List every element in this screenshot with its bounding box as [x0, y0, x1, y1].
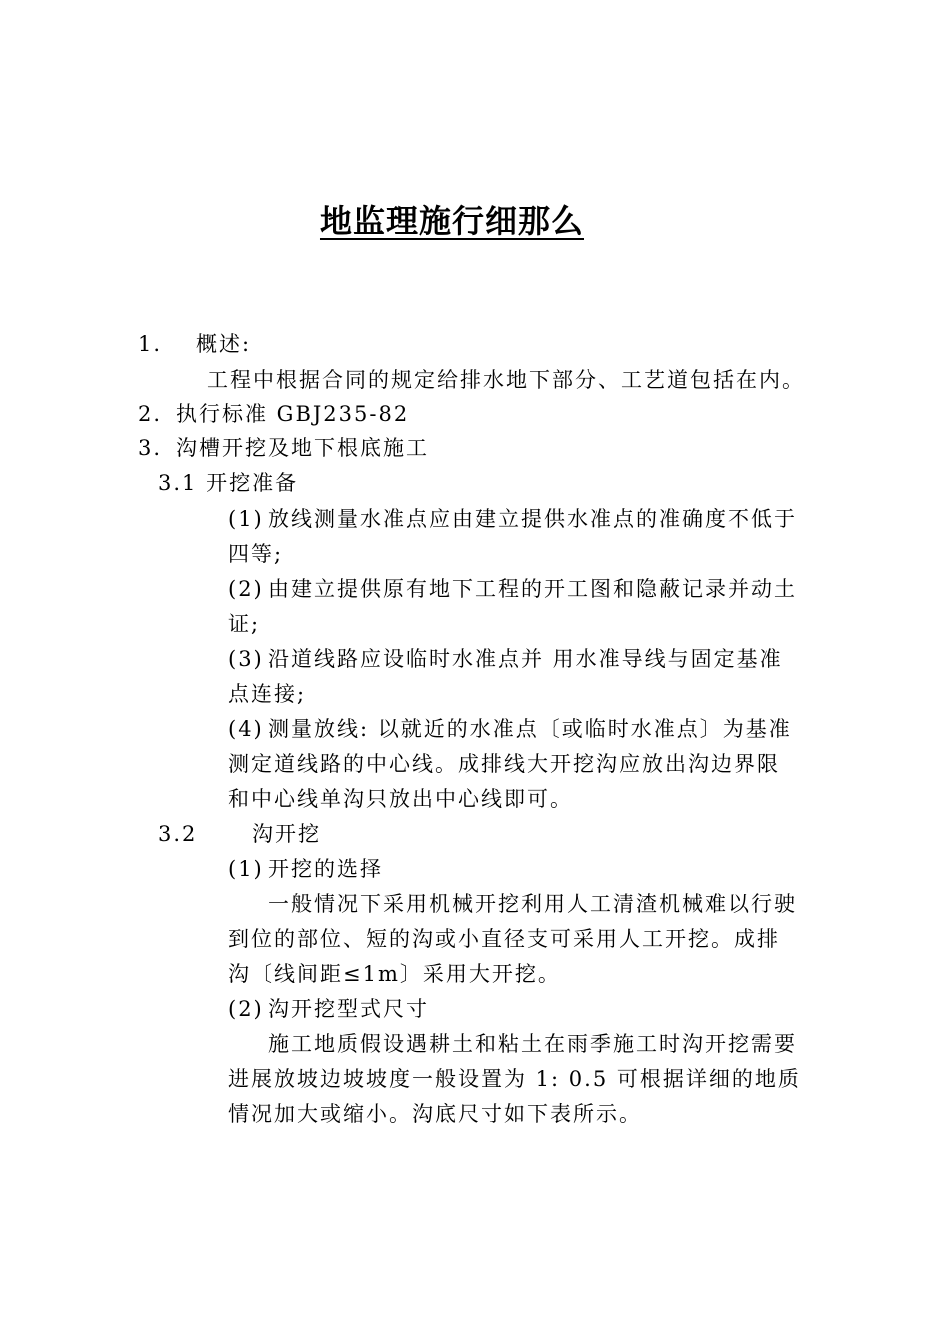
item-continuation: 点连接; [228, 682, 307, 706]
item-text: 由建立提供原有地下工程的开工图和隐蔽记录并动土 [268, 577, 797, 601]
item-number: (1) [228, 507, 264, 531]
section-number: 2. [138, 402, 163, 426]
item-number: (1) [228, 857, 264, 881]
subsection-heading: 沟开挖 [252, 822, 321, 846]
item-number: (2) [228, 997, 264, 1021]
paragraph-line: 施工地质假设遇耕土和粘土在雨季施工时沟开挖需要 [268, 1032, 797, 1056]
item-text: 开挖的选择 [268, 857, 383, 881]
item-text: 放线测量水准点应由建立提供水准点的准确度不低于 [268, 507, 797, 531]
section-number: 3. [138, 436, 163, 460]
item-text: 沟开挖型式尺寸 [268, 997, 429, 1021]
section-1-body: 工程中根据合同的规定给排水地下部分、工艺道包括在内。 [207, 368, 805, 392]
section-heading: 概述: [196, 332, 252, 356]
section-3-heading-line [138, 431, 429, 465]
section-1-heading-line [138, 327, 251, 361]
item-number: (3) [228, 647, 264, 671]
subsection-3-2-heading-line [158, 817, 321, 851]
item-number: (4) [228, 717, 264, 741]
item-continuation: 四等; [228, 542, 284, 566]
list-item [228, 502, 797, 536]
paragraph-line: 到位的部位、短的沟或小直径支可采用人工开挖。成排 [228, 927, 780, 951]
item-number: (2) [228, 577, 264, 601]
item-continuation: 测定道线路的中心线。成排线大开挖沟应放出沟边界限 [228, 752, 780, 776]
list-item [228, 992, 429, 1026]
subsection-3-1-heading: 3.1 开挖准备 [158, 471, 299, 495]
section-number: 1. [138, 332, 163, 356]
list-item [228, 642, 783, 676]
document-title: 地监理施行细那么 [319, 202, 584, 240]
list-item [228, 852, 383, 886]
item-continuation: 和中心线单沟只放出中心线即可。 [228, 787, 573, 811]
item-text: 测量放线: 以就近的水准点〔或临时水准点〕为基准 [268, 717, 792, 741]
item-text: 沿道线路应设临时水准点并 用水准导线与固定基准 [268, 647, 783, 671]
section-2-heading-line [138, 397, 409, 431]
paragraph-line: 情况加大或缩小。沟底尺寸如下表所示。 [228, 1102, 642, 1126]
section-heading: 沟槽开挖及地下根底施工 [176, 436, 429, 460]
list-item [228, 572, 797, 606]
paragraph-line: 沟〔线间距≤1m〕采用大开挖。 [228, 962, 561, 986]
item-continuation: 证; [228, 612, 261, 636]
list-item [228, 712, 792, 746]
section-heading: 执行标准 GBJ235-82 [176, 402, 410, 426]
paragraph-line: 一般情况下采用机械开挖利用人工清渣机械难以行驶 [268, 892, 797, 916]
subsection-number: 3.2 [158, 822, 198, 846]
paragraph-line: 进展放坡边坡坡度一般设置为 1: 0.5 可根据详细的地质 [228, 1067, 801, 1091]
